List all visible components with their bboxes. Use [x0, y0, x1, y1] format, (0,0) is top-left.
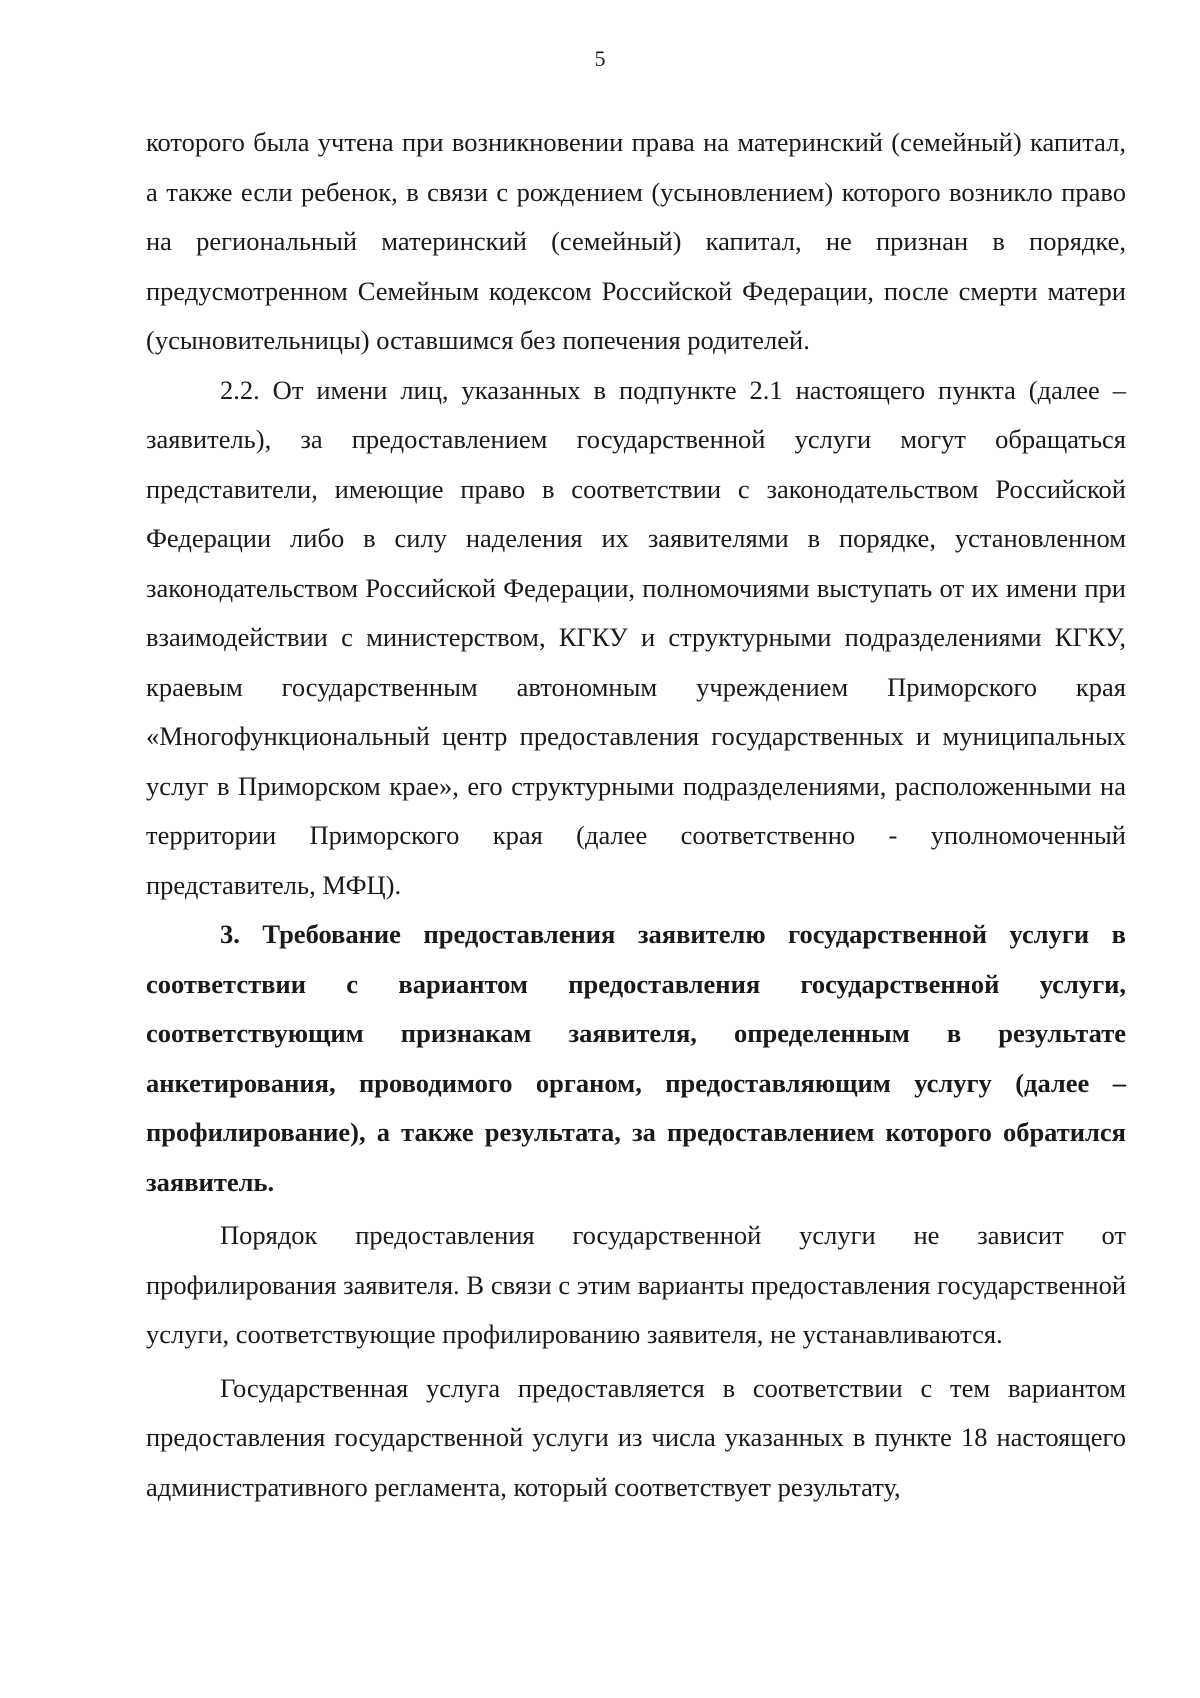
document-body [146, 118, 1126, 1512]
paragraph-2-2-representatives: 2.2. От имени лиц, указанных в подпункте 2.1 настоящего пункта (далее – заявитель), за предоставлением государственной услуги могут обращаться представители, имеющие право в соответствии с законодательством Российской Федерации либо в силу наделения их заявителями в порядке, установленном законодательством Российской Федерации, полномочиями выступать от их имени при взаимодействии с министерством, КГКУ и структурными подразделениями КГКУ, краевым государственным автономным учреждением Приморского края «Многофункциональный центр предоставления государственных и муниципальных услуг в Приморском крае», его структурными подразделениями, расположенными на территории Приморского края (далее соответственно - уполномоченный представитель, МФЦ). [146, 374, 1126, 900]
page-number: 5 [594, 46, 606, 71]
section-3-heading: 3. Требование предоставления заявителю государственной услуги в соответствии с вариантом предоставления государственной услуги, соответствующим признакам заявителя, определенным в результате анкетирования, проводимого органом, предоставляющим услугу (далее – профилирование), а также результата, за предоставлением которого обратился заявитель. [146, 919, 1126, 1197]
paragraph-continuation: которого была учтена при возникновении права на материнский (семейный) капитал, а также если ребенок, в связи с рождением (усыновлением) которого возникло право на региональный материнский (семейный) капитал, не признан в порядке, предусмотренном Семейным кодексом Российской Федерации, после смерти матери (усыновительницы) оставшимся без попечения родителей. [146, 127, 1126, 355]
paragraph-service-variant: Государственная услуга предоставляется в соответствии с тем вариантом предоставления государственной услуги из числа указанных в пункте 18 настоящего административного регламента, который соответствует результату, [146, 1372, 1126, 1502]
paragraph-profiling-procedure: Порядок предоставления государственной услуги не зависит от профилирования заявителя. В связи с этим варианты предоставления государственной услуги, соответствующие профилированию заявителя, не устанавливаются. [146, 1220, 1126, 1349]
